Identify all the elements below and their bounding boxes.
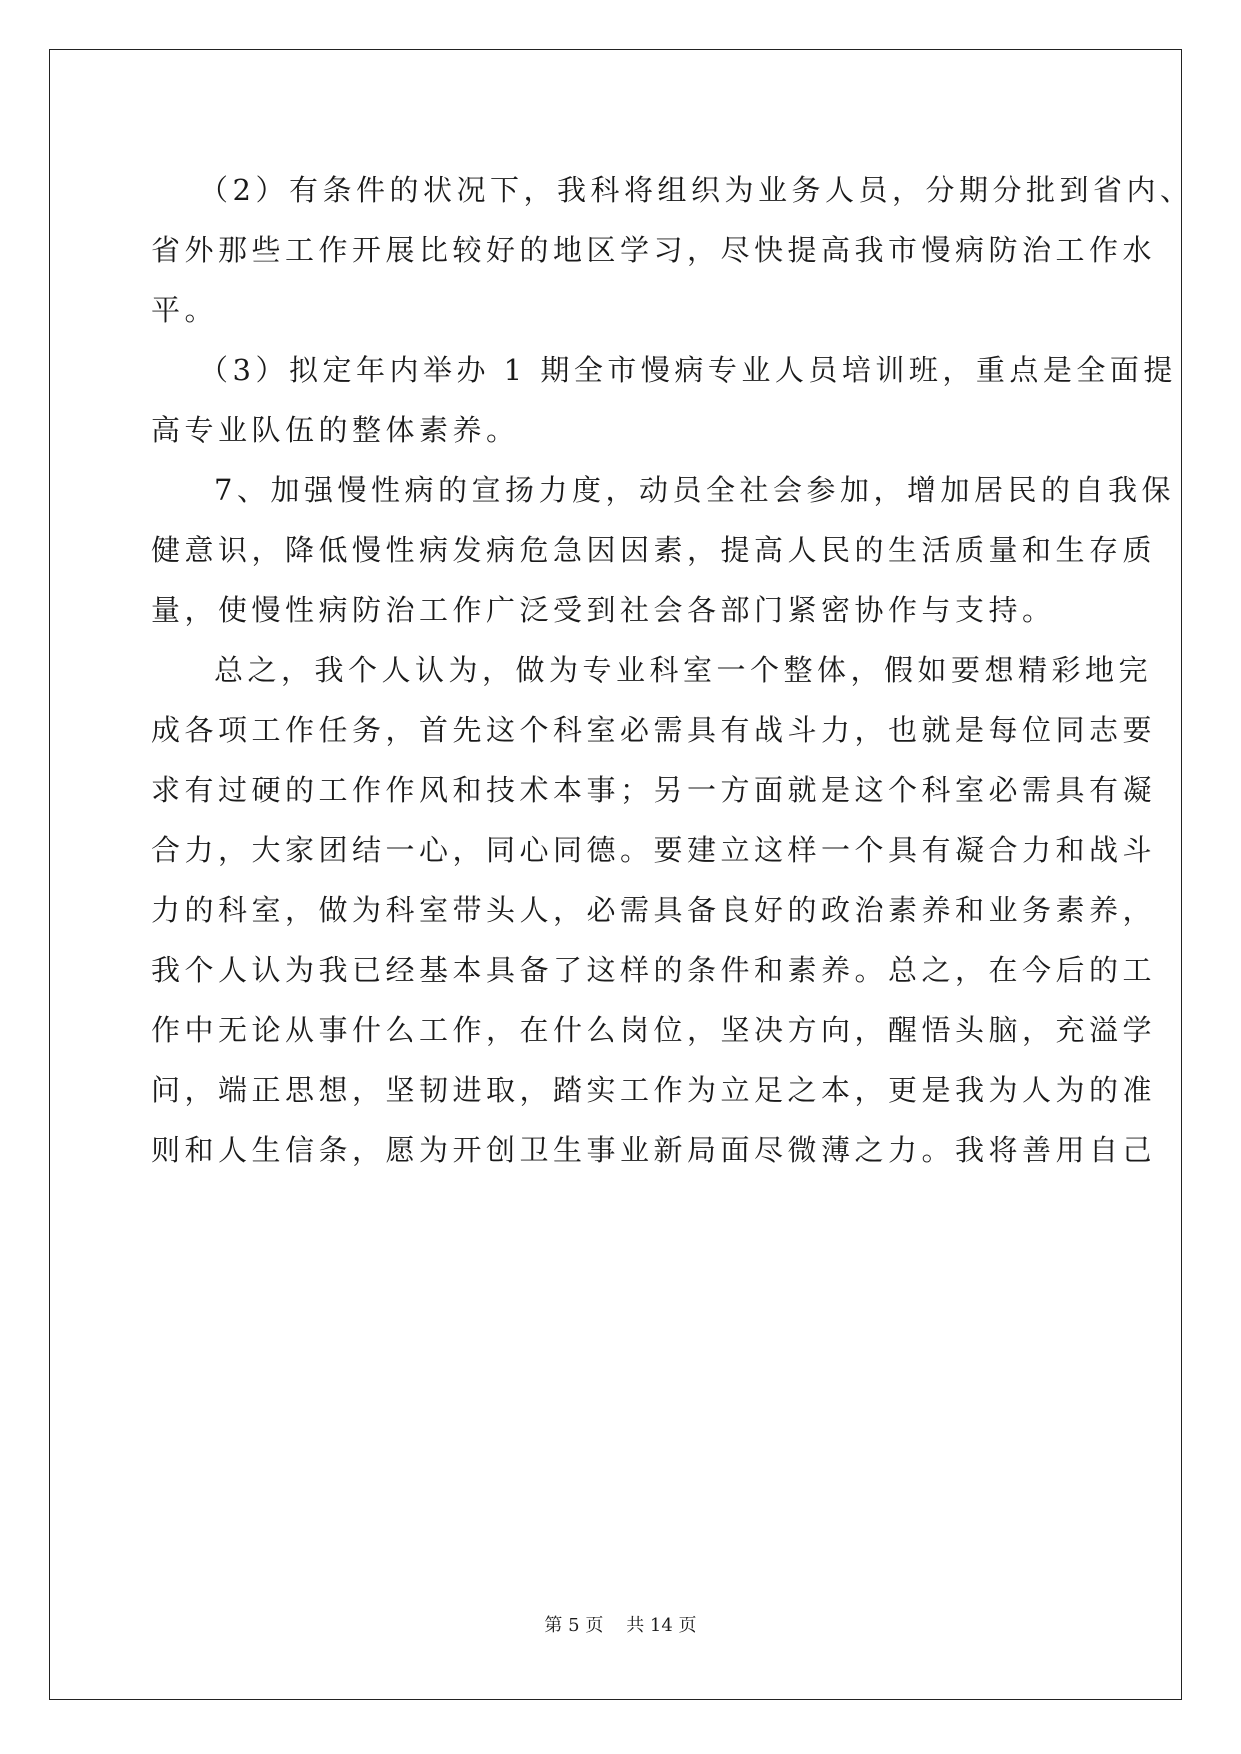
- page-number-footer: 第 5 页 共 14 页: [544, 1615, 697, 1636]
- text-line: 力的科室，做为科室带头人，必需具备良好的政治素养和业务素养，: [151, 893, 1157, 927]
- text-line: 高专业队伍的整体素养。: [151, 413, 520, 447]
- text-line: 合力，大家团结一心，同心同德。要建立这样一个具有凝合力和战斗: [151, 833, 1157, 867]
- text-line: 省外那些工作开展比较好的地区学习，尽快提高我市慢病防治工作水: [151, 233, 1157, 267]
- text-line: 平。: [151, 293, 219, 327]
- text-line: 7、加强慢性病的宣扬力度，动员全社会参加，增加居民的自我保: [214, 473, 1175, 507]
- text-line: 作中无论从事什么工作，在什么岗位，坚决方向，醒悟头脑，充溢学: [151, 1013, 1157, 1047]
- text-line: （3）拟定年内举办 1 期全市慢病专业人员培训班，重点是全面提: [199, 353, 1177, 387]
- text-line: 问，端正思想，坚韧进取，踏实工作为立足之本，更是我为人为的准: [151, 1073, 1157, 1107]
- text-line: 则和人生信条，愿为开创卫生事业新局面尽微薄之力。我将善用自己: [151, 1133, 1157, 1167]
- text-line: 量，使慢性病防治工作广泛受到社会各部门紧密协作与支持。: [151, 593, 1056, 627]
- text-line: 成各项工作任务，首先这个科室必需具有战斗力，也就是每位同志要: [151, 713, 1157, 747]
- text-line: 求有过硬的工作作风和技术本事；另一方面就是这个科室必需具有凝: [151, 773, 1157, 807]
- text-line: 总之，我个人认为，做为专业科室一个整体，假如要想精彩地完: [214, 653, 1153, 687]
- text-line: （2）有条件的状况下，我科将组织为业务人员，分期分批到省内、: [199, 173, 1194, 207]
- text-line: 我个人认为我已经基本具备了这样的条件和素养。总之，在今后的工: [151, 953, 1157, 987]
- text-line: 健意识，降低慢性病发病危急因因素，提高人民的生活质量和生存质: [151, 533, 1157, 567]
